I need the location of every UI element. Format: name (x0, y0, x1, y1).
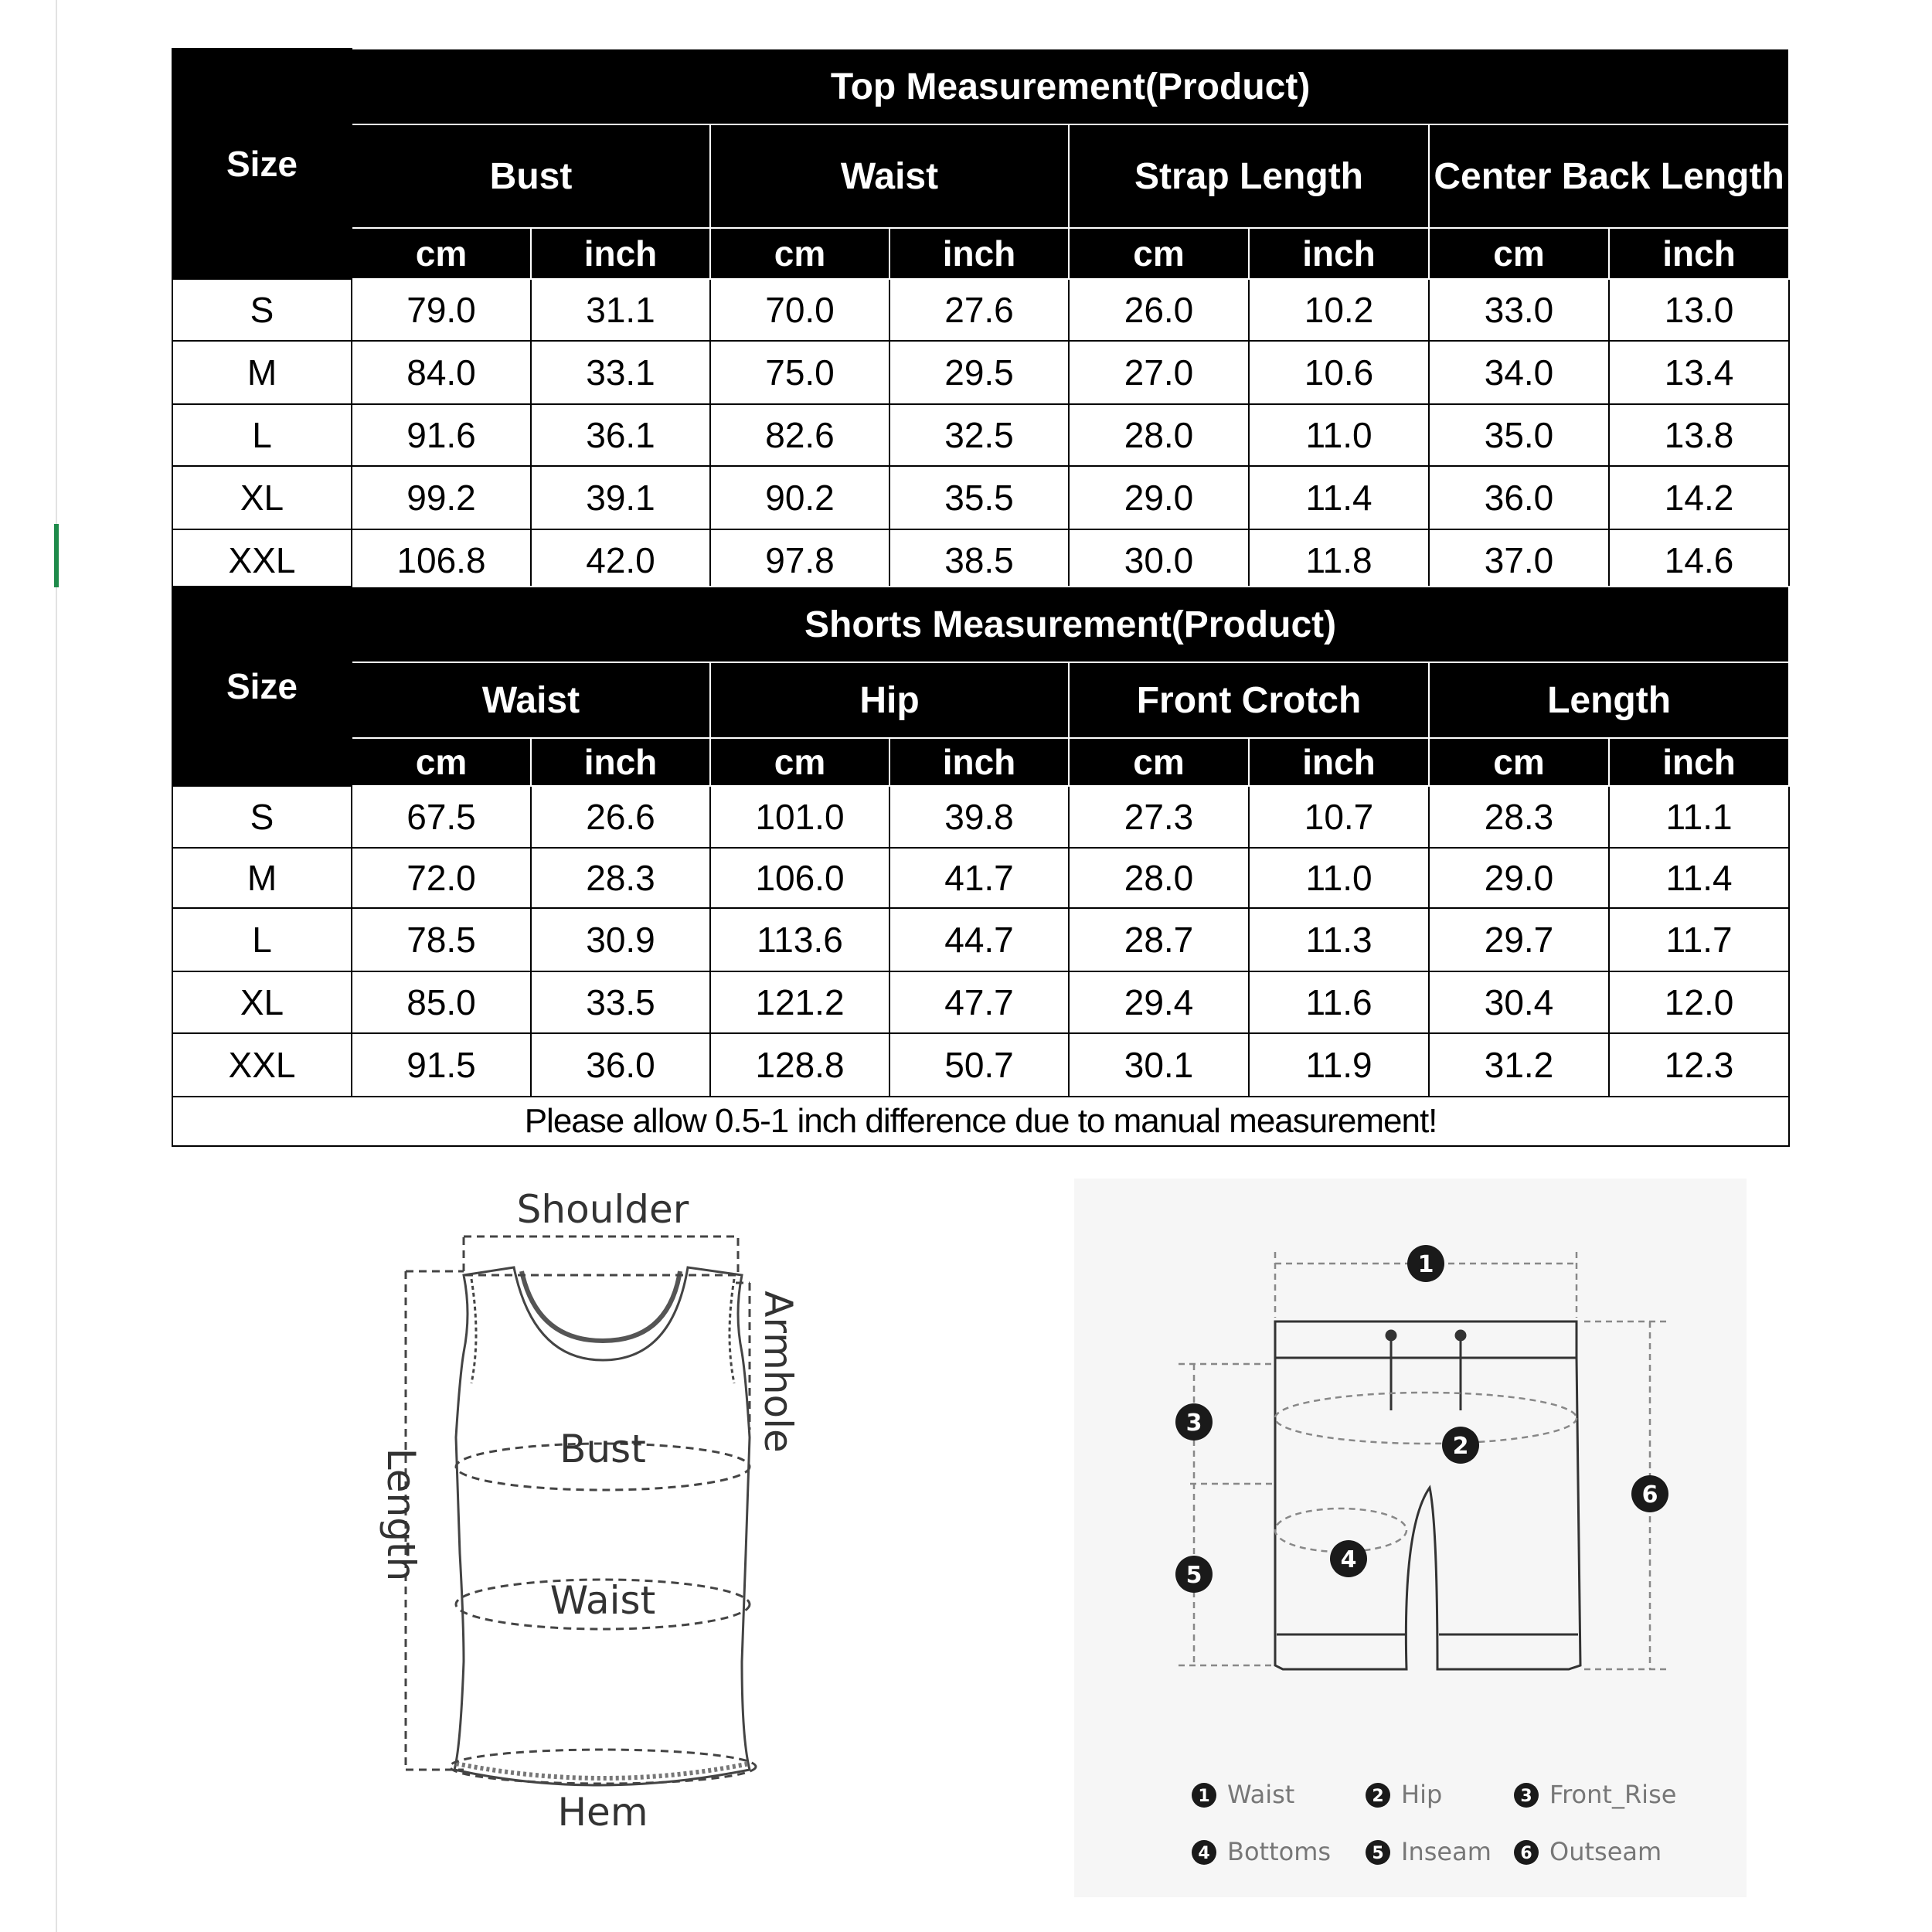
value-cell: 11.0 (1249, 848, 1429, 908)
group-header: Hip (710, 662, 1069, 738)
tank-top-diagram (363, 1182, 842, 1847)
table-row (172, 908, 1789, 971)
group-header: Front Crotch (1069, 662, 1429, 738)
value-cell: 11.7 (1609, 908, 1789, 971)
value-cell: 11.1 (1609, 786, 1789, 848)
value-cell: 12.3 (1609, 1033, 1789, 1097)
table-row (172, 279, 1789, 341)
legend-label: Hip (1401, 1780, 1443, 1809)
size-cell: XL (172, 466, 352, 529)
value-cell: 78.5 (352, 908, 531, 971)
value-cell: 44.7 (889, 908, 1069, 971)
value-cell: 91.6 (352, 404, 531, 466)
value-cell: 72.0 (352, 848, 531, 908)
marker-3 (1175, 1403, 1213, 1440)
value-cell: 31.1 (531, 279, 710, 341)
value-cell: 101.0 (710, 786, 889, 848)
unit-header: inch (1249, 738, 1429, 786)
size-cell: XL (172, 971, 352, 1033)
value-cell: 33.0 (1429, 279, 1609, 341)
value-cell: 26.0 (1069, 279, 1249, 341)
value-cell: 106.0 (710, 848, 889, 908)
legend-item-hip (1366, 1780, 1442, 1809)
unit-header: cm (1069, 228, 1249, 279)
value-cell: 84.0 (352, 341, 531, 404)
value-cell: 39.8 (889, 786, 1069, 848)
value-cell: 38.5 (889, 529, 1069, 591)
table-row (172, 786, 1789, 848)
size-header: Size (172, 587, 352, 786)
value-cell: 10.6 (1249, 341, 1429, 404)
value-cell: 35.0 (1429, 404, 1609, 466)
value-cell: 29.0 (1429, 848, 1609, 908)
shoulder-label: Shoulder (516, 1187, 689, 1232)
armhole-label: Armhole (756, 1291, 801, 1453)
group-header: Strap Length (1069, 124, 1429, 228)
size-cell: M (172, 341, 352, 404)
value-cell: 29.0 (1069, 466, 1249, 529)
value-cell: 27.3 (1069, 786, 1249, 848)
table-title: Shorts Measurement(Product) (352, 587, 1789, 662)
value-cell: 13.0 (1609, 279, 1789, 341)
table-row (172, 341, 1789, 404)
svg-text:6: 6 (1520, 1844, 1532, 1863)
unit-header: cm (1429, 738, 1609, 786)
legend-item-waist (1192, 1780, 1294, 1809)
tank-top-outline (454, 1267, 750, 1785)
table-title: Top Measurement(Product) (352, 49, 1789, 124)
value-cell: 33.5 (531, 971, 710, 1033)
group-header: Center Back Length (1429, 124, 1789, 228)
value-cell: 13.4 (1609, 341, 1789, 404)
top-measurement-table (172, 48, 1790, 592)
svg-text:4: 4 (1198, 1844, 1210, 1863)
value-cell: 12.0 (1609, 971, 1789, 1033)
value-cell: 28.0 (1069, 404, 1249, 466)
spreadsheet-row-gutter (0, 0, 57, 1932)
svg-text:1: 1 (1417, 1251, 1434, 1278)
value-cell: 11.0 (1249, 404, 1429, 466)
value-cell: 85.0 (352, 971, 531, 1033)
svg-text:1: 1 (1198, 1787, 1210, 1806)
legend-label: Front_Rise (1549, 1780, 1677, 1809)
size-cell: L (172, 908, 352, 971)
unit-header: cm (352, 738, 531, 786)
group-header: Bust (352, 124, 710, 228)
value-cell: 41.7 (889, 848, 1069, 908)
size-cell: XXL (172, 529, 352, 591)
legend-label: Inseam (1401, 1837, 1492, 1866)
value-cell: 30.1 (1069, 1033, 1249, 1097)
marker-6 (1631, 1475, 1668, 1512)
value-cell: 28.7 (1069, 908, 1249, 971)
measurement-note: Please allow 0.5-1 inch difference due to manual measurement! (172, 1097, 1789, 1146)
waist-label: Waist (549, 1578, 656, 1623)
svg-text:2: 2 (1452, 1433, 1469, 1460)
svg-text:2: 2 (1372, 1787, 1384, 1806)
value-cell: 30.0 (1069, 529, 1249, 591)
value-cell: 29.5 (889, 341, 1069, 404)
svg-text:6: 6 (1641, 1481, 1658, 1509)
value-cell: 30.9 (531, 908, 710, 971)
value-cell: 34.0 (1429, 341, 1609, 404)
svg-text:4: 4 (1340, 1546, 1357, 1573)
group-header: Length (1429, 662, 1789, 738)
value-cell: 29.4 (1069, 971, 1249, 1033)
value-cell: 30.4 (1429, 971, 1609, 1033)
value-cell: 11.8 (1249, 529, 1429, 591)
value-cell: 67.5 (352, 786, 531, 848)
value-cell: 27.6 (889, 279, 1069, 341)
shorts-diagram (1074, 1179, 1747, 1897)
bust-label: Bust (560, 1427, 646, 1471)
value-cell: 39.1 (531, 466, 710, 529)
value-cell: 36.0 (531, 1033, 710, 1097)
table-row (172, 404, 1789, 466)
svg-text:3: 3 (1185, 1410, 1202, 1437)
marker-2 (1442, 1427, 1479, 1464)
value-cell: 28.3 (1429, 786, 1609, 848)
group-header: Waist (710, 124, 1069, 228)
value-cell: 82.6 (710, 404, 889, 466)
unit-header: cm (710, 738, 889, 786)
legend-label: Waist (1227, 1780, 1295, 1809)
value-cell: 11.9 (1249, 1033, 1429, 1097)
legend-label: Bottoms (1227, 1837, 1332, 1866)
value-cell: 32.5 (889, 404, 1069, 466)
size-cell: L (172, 404, 352, 466)
value-cell: 36.0 (1429, 466, 1609, 529)
marker-5 (1175, 1556, 1213, 1593)
unit-header: inch (889, 228, 1069, 279)
hem-label: Hem (557, 1790, 648, 1835)
value-cell: 36.1 (531, 404, 710, 466)
table-row (172, 848, 1789, 908)
marker-1 (1407, 1245, 1444, 1282)
svg-text:3: 3 (1520, 1787, 1532, 1806)
unit-header: cm (1069, 738, 1249, 786)
value-cell: 106.8 (352, 529, 531, 591)
value-cell: 31.2 (1429, 1033, 1609, 1097)
active-row-marker (54, 524, 59, 587)
unit-header: inch (889, 738, 1069, 786)
value-cell: 33.1 (531, 341, 710, 404)
value-cell: 121.2 (710, 971, 889, 1033)
marker-4 (1330, 1540, 1367, 1577)
table-row (172, 529, 1789, 591)
value-cell: 128.8 (710, 1033, 889, 1097)
value-cell: 28.0 (1069, 848, 1249, 908)
unit-header: inch (531, 228, 710, 279)
value-cell: 99.2 (352, 466, 531, 529)
unit-header: cm (352, 228, 531, 279)
value-cell: 11.4 (1609, 848, 1789, 908)
value-cell: 35.5 (889, 466, 1069, 529)
size-cell: S (172, 786, 352, 848)
value-cell: 11.4 (1249, 466, 1429, 529)
legend-label: Outseam (1549, 1837, 1662, 1866)
value-cell: 47.7 (889, 971, 1069, 1033)
value-cell: 29.7 (1429, 908, 1609, 971)
value-cell: 37.0 (1429, 529, 1609, 591)
shorts-measurement-table (172, 586, 1790, 1147)
table-row (172, 1033, 1789, 1097)
svg-text:5: 5 (1185, 1562, 1202, 1589)
size-cell: S (172, 279, 352, 341)
value-cell: 13.8 (1609, 404, 1789, 466)
value-cell: 28.3 (531, 848, 710, 908)
unit-header: cm (710, 228, 889, 279)
value-cell: 42.0 (531, 529, 710, 591)
value-cell: 50.7 (889, 1033, 1069, 1097)
value-cell: 79.0 (352, 279, 531, 341)
value-cell: 90.2 (710, 466, 889, 529)
value-cell: 11.3 (1249, 908, 1429, 971)
size-cell: XXL (172, 1033, 352, 1097)
value-cell: 91.5 (352, 1033, 531, 1097)
unit-header: inch (531, 738, 710, 786)
value-cell: 11.6 (1249, 971, 1429, 1033)
unit-header: inch (1609, 738, 1789, 786)
value-cell: 14.6 (1609, 529, 1789, 591)
table-row (172, 466, 1789, 529)
size-header: Size (172, 49, 352, 279)
unit-header: inch (1249, 228, 1429, 279)
value-cell: 75.0 (710, 341, 889, 404)
value-cell: 14.2 (1609, 466, 1789, 529)
value-cell: 70.0 (710, 279, 889, 341)
value-cell: 26.6 (531, 786, 710, 848)
length-label: Length (379, 1447, 423, 1582)
value-cell: 113.6 (710, 908, 889, 971)
value-cell: 10.7 (1249, 786, 1429, 848)
group-header: Waist (352, 662, 710, 738)
table-row (172, 971, 1789, 1033)
value-cell: 27.0 (1069, 341, 1249, 404)
unit-header: inch (1609, 228, 1789, 279)
svg-text:5: 5 (1372, 1844, 1384, 1863)
value-cell: 97.8 (710, 529, 889, 591)
value-cell: 10.2 (1249, 279, 1429, 341)
unit-header: cm (1429, 228, 1609, 279)
size-cell: M (172, 848, 352, 908)
